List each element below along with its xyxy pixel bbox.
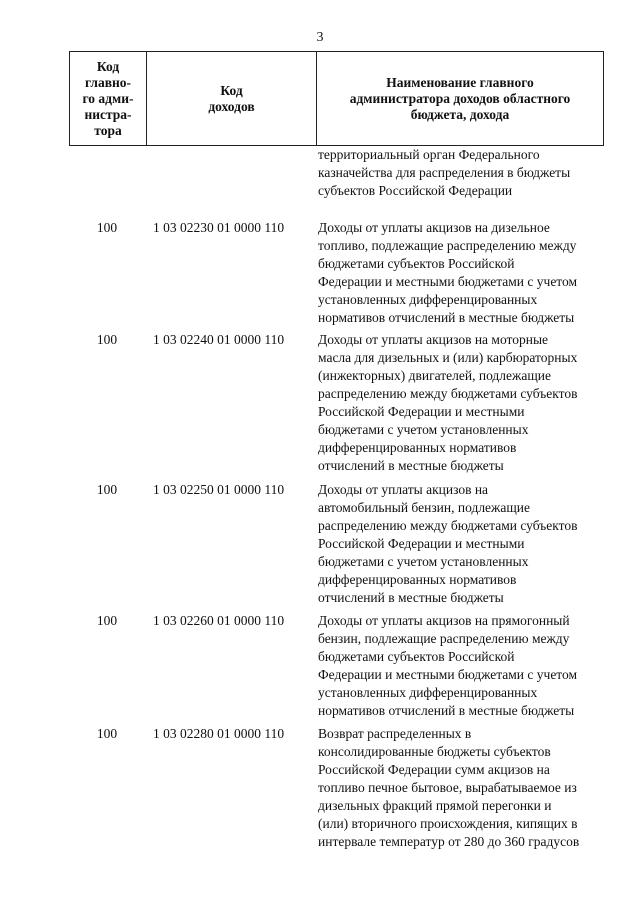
header-text-line: Код	[220, 82, 243, 98]
text-line: Федерации и местными бюджетами с учетом	[318, 274, 578, 289]
income-code: 1 03 02260 01 0000 110	[153, 613, 285, 628]
text-line: (или) вторичного происхождения, кипящих в	[318, 816, 578, 831]
text-line: Возврат распределенных в	[318, 726, 472, 741]
income-name	[318, 331, 608, 475]
header-text-line: главно-	[84, 74, 132, 90]
income-name	[318, 725, 608, 851]
text-line: бюджетами субъектов Российской	[318, 649, 515, 664]
text-line: территориальный орган Федерального	[318, 147, 540, 162]
header-text-line: го адми-	[82, 90, 134, 106]
continuation-text	[318, 146, 608, 200]
income-code: 1 03 02250 01 0000 110	[153, 482, 285, 497]
header-income-name	[317, 52, 604, 146]
admin-code: 100	[96, 482, 118, 497]
text-line: установленных дифференцированных	[318, 685, 538, 700]
income-code: 1 03 02240 01 0000 110	[153, 332, 285, 347]
header-text-line: доходов	[208, 98, 255, 114]
admin-code: 100	[96, 726, 118, 741]
text-line: бензин, подлежащие распределению между	[318, 631, 570, 646]
text-line: отчислений в местные бюджеты	[318, 590, 504, 605]
text-line: субъектов Российской Федерации	[318, 183, 513, 198]
text-line: (инжекторных) двигателей, подлежащие	[318, 368, 551, 383]
text-line: автомобильный бензин, подлежащие	[318, 500, 530, 515]
text-line: масла для дизельных и (или) карбюраторных	[318, 350, 578, 365]
income-code: 1 03 02230 01 0000 110	[153, 220, 285, 235]
text-line: консолидированные бюджеты субъектов	[318, 744, 551, 759]
text-line: казначейства для распределения в бюджеты	[318, 165, 571, 180]
text-line: отчислений в местные бюджеты	[318, 458, 504, 473]
text-line: Российской Федерации и местными	[318, 404, 525, 419]
text-line: Доходы от уплаты акцизов на прямогонный	[318, 613, 570, 628]
text-line: дифференцированных нормативов	[318, 572, 517, 587]
text-line: Доходы от уплаты акцизов на дизельное	[318, 220, 550, 235]
text-line: нормативов отчислений в местные бюджеты	[318, 310, 575, 325]
income-name	[318, 612, 608, 720]
admin-code: 100	[96, 220, 118, 235]
text-line: распределению между бюджетами субъектов	[318, 386, 578, 401]
header-text-line: тора	[94, 122, 122, 138]
income-name	[318, 219, 608, 327]
income-code: 1 03 02280 01 0000 110	[153, 726, 285, 741]
text-line: установленных дифференцированных	[318, 292, 538, 307]
text-line: топливо печное бытовое, вырабатываемое из	[318, 780, 577, 795]
header-income-code	[147, 52, 317, 146]
text-line: дизельных фракций прямой перегонки и	[318, 798, 552, 813]
text-line: Федерации и местными бюджетами с учетом	[318, 667, 578, 682]
text-line: бюджетами с учетом установленных	[318, 422, 529, 437]
header-text-line: бюджета, дохода	[410, 106, 510, 122]
text-line: Российской Федерации и местными	[318, 536, 525, 551]
text-line: интервале температур от 280 до 360 градусов	[318, 834, 580, 849]
text-line: Доходы от уплаты акцизов на моторные	[318, 332, 549, 347]
text-line: распределению между бюджетами субъектов	[318, 518, 578, 533]
text-line: Доходы от уплаты акцизов на	[318, 482, 489, 497]
text-line: бюджетами с учетом установленных	[318, 554, 529, 569]
page-number: 3	[316, 30, 324, 45]
admin-code: 100	[96, 332, 118, 347]
income-name	[318, 481, 608, 607]
header-text-line: администратора доходов областного	[349, 90, 571, 106]
header-text-line: Наименование главного	[386, 74, 534, 90]
header-text-line: Код	[96, 58, 120, 74]
header-admin-code	[70, 52, 147, 146]
text-line: Российской Федерации сумм акцизов на	[318, 762, 550, 777]
table-header	[69, 51, 604, 146]
text-line: нормативов отчислений в местные бюджеты	[318, 703, 575, 718]
text-line: бюджетами субъектов Российской	[318, 256, 515, 271]
header-text-line: нистра-	[84, 106, 132, 122]
text-line: дифференцированных нормативов	[318, 440, 517, 455]
text-line: топливо, подлежащие распределению между	[318, 238, 577, 253]
admin-code: 100	[96, 613, 118, 628]
